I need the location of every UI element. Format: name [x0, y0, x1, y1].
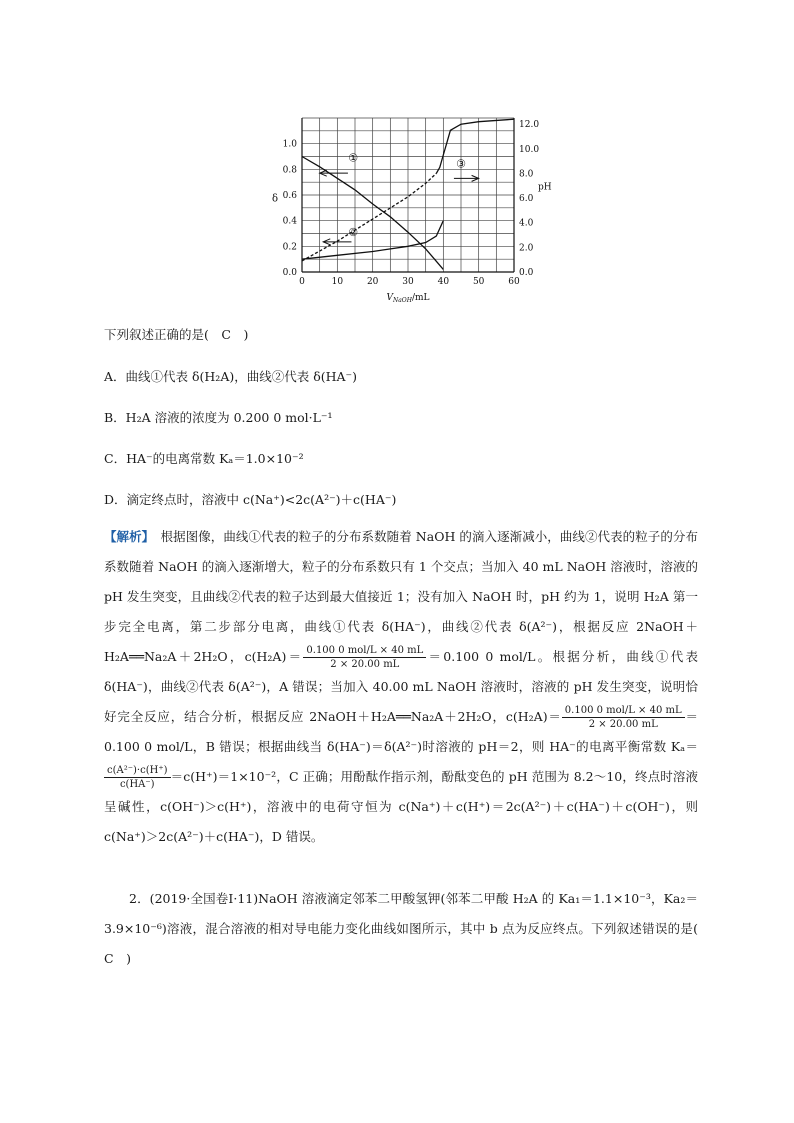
series-line-3: [302, 173, 436, 261]
fraction-1-denominator: 2 × 20.00 mL: [330, 659, 400, 670]
annotation-2: ②: [348, 226, 359, 240]
option-d: D．滴定终点时，溶液中 c(Na⁺)<2c(A²⁻)＋c(HA⁻): [104, 492, 397, 507]
next-question-text: 2．(2019·全国卷Ⅰ·11)NaOH 溶液滴定邻苯二甲酸氢钾(邻苯二甲酸 H₂A 的 Ka₁＝1.1×10⁻³，Ka₂＝3.9×10⁻⁶)溶液，混合溶液的相对导电能力变化曲线如图所示，其中 b 点为反应终点。下列叙述错误的是( C ): [104, 891, 711, 966]
series-line-4: [436, 119, 514, 173]
y-right-tick-label: 10.0: [519, 144, 540, 155]
x-tick-label: 20: [366, 277, 379, 287]
fraction-3: [104, 764, 171, 791]
analysis-text-2: ＝0.100 0 mol/L。根据分析，曲线①代表 δ(HA⁻)，曲线②代表 δ(A²⁻)，A 错误；当加入 40.00 mL NaOH 溶液时，溶液的 pH 发生突变，说明恰好完全反应，结合分析，根据反应 2NaOH＋H₂A══Na₂A＋2H₂O，c(H₂A)＝: [104, 649, 698, 724]
y-left-axis-label: δ: [272, 193, 279, 205]
y-left-tick-label: 0.6: [282, 191, 297, 201]
annotation-3: ③: [456, 157, 466, 171]
analysis-text-4: ＝c(H⁺)＝1×10⁻²，C 正确；用酚酞作指示剂，酚酞变色的 pH 范围为 8.2～10，终点时溶液呈碱性，c(OH⁻)＞c(H⁺)，溶液中的电荷守恒为 c(Na⁺)＋c(H⁺)＝2c(A²⁻)＋c(HA⁻)＋c(OH⁻)，则 c(Na⁺)＞2c(A²⁻)＋c(HA⁻)，D 错误。: [104, 769, 698, 844]
fraction-1-numerator: 0.100 0 mol/L × 40 mL: [303, 644, 426, 658]
chart-svg: [262, 108, 552, 308]
y-left-tick-label: 0.4: [282, 216, 297, 227]
fraction-2: [562, 704, 685, 731]
option-a: A．曲线①代表 δ(H₂A)，曲线②代表 δ(HA⁻): [104, 369, 357, 384]
y-right-tick-label: 12.0: [519, 120, 540, 131]
fraction-2-numerator: 0.100 0 mol/L × 40 mL: [562, 704, 685, 718]
analysis-text-1: 根据图像，曲线①代表的粒子的分布系数随着 NaOH 的滴入逐渐减小，曲线②代表的粒子的分布系数随着 NaOH 的滴入逐渐增大，粒子的分布系数只有 1 个交点；当加入 40 mL NaOH 溶液时，溶液的 pH 发生突变，且曲线②代表的粒子达到最大值接近 1；没有加入 NaOH 时，pH 约为 1，说明 H₂A 第一步完全电离，第二步部分电离，曲线①代表 δ(HA⁻)，曲线②代表 δ(A²⁻)，根据反应 2NaOH＋H₂A══Na₂A＋2H₂O，c(H₂A)＝: [104, 529, 698, 664]
x-tick-label: 50: [472, 277, 485, 287]
x-tick-label: 60: [508, 277, 520, 287]
option-b: B．H₂A 溶液的浓度为 0.200 0 mol·L⁻¹: [104, 410, 333, 425]
y-left-tick-label: 0.2: [282, 242, 297, 253]
y-right-tick-label: 4.0: [519, 218, 534, 229]
y-left-tick-label: 1.0: [282, 139, 297, 150]
fraction-2-denominator: 2 × 20.00 mL: [588, 719, 658, 730]
option-c: C．HA⁻的电离常数 Kₐ＝1.0×10⁻²: [104, 451, 304, 466]
y-right-axis-label: pH: [538, 182, 552, 193]
y-right-tick-label: 6.0: [519, 194, 534, 205]
analysis-paragraph: [104, 522, 698, 852]
x-tick-label: 10: [331, 277, 344, 287]
analysis-tag: 【解析】: [104, 529, 148, 544]
annotation-1: ①: [348, 151, 359, 165]
x-tick-label: 30: [402, 277, 414, 287]
x-tick-label: 0: [299, 277, 305, 287]
x-axis-label: $V_{NaOH}/mL$: [386, 293, 430, 304]
y-left-tick-label: 0.0: [282, 268, 297, 278]
fraction-1: [303, 644, 426, 671]
analysis-text-3: ＝0.100 0 mol/L，B 错误；根据曲线当 δ(HA⁻)＝δ(A²⁻)时溶液的 pH＝2，则 HA⁻的电离平衡常数 Kₐ＝: [104, 709, 698, 754]
next-question: [104, 884, 711, 974]
y-right-tick-label: 0.0: [519, 268, 534, 278]
question-prompt: 下列叙述正确的是( C ): [104, 327, 249, 342]
fraction-3-numerator: c(A²⁻)·c(H⁺): [104, 764, 171, 778]
fraction-3-denominator: c(HA⁻): [119, 779, 155, 790]
titration-chart: [262, 108, 552, 308]
x-tick-label: 40: [437, 277, 450, 287]
y-right-tick-label: 8.0: [519, 169, 534, 180]
y-right-tick-label: 2.0: [519, 243, 534, 254]
y-left-tick-label: 0.8: [282, 165, 297, 176]
